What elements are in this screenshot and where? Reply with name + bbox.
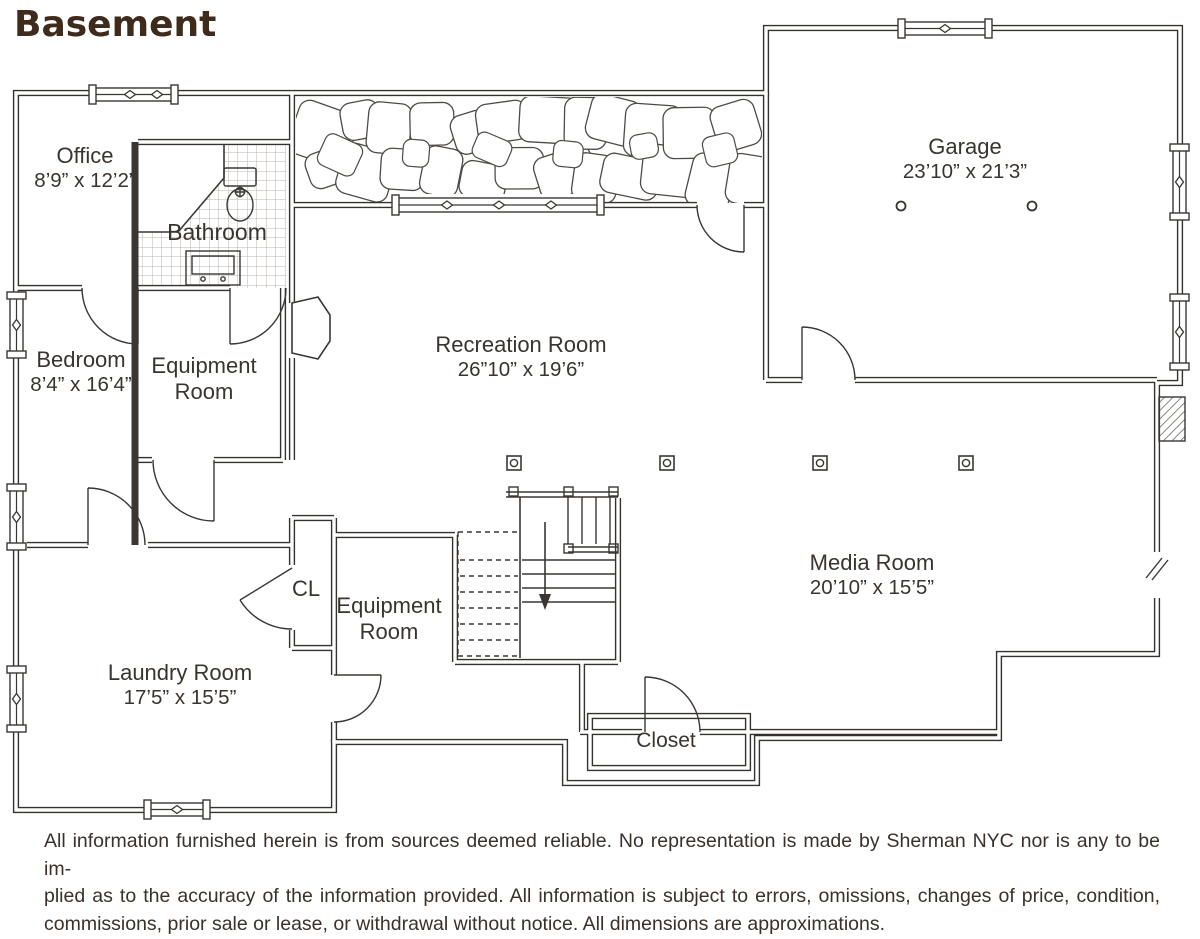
bedroom-window-2 <box>6 484 27 550</box>
garage-right-window-2 <box>1169 294 1190 370</box>
disclaimer-line: All information furnished herein is from sources deemed reliable. No representation is made by Sherman NYC nor is any to be im- <box>44 830 1160 880</box>
fireplace-foundation <box>292 297 330 359</box>
stair-overhead-outline <box>458 532 520 656</box>
room-dims: 26”10” x 19’6” <box>457 357 585 381</box>
room-name: Laundry Room <box>107 660 253 685</box>
room-name: Recreation Room <box>435 332 607 357</box>
garage-door <box>802 327 855 380</box>
garage-right-window-1 <box>1169 144 1190 220</box>
room-dims: 8’9” x 12’2” <box>34 168 136 192</box>
bathroom-tiles <box>138 142 286 288</box>
upper-flight-treads <box>568 497 610 544</box>
disclaimer-line: plied as to the accuracy of the information provided. All information is subject to errors, omissions, changes of price, condition, <box>44 885 1160 908</box>
bedroom-window-1 <box>6 292 27 358</box>
room-label-bedroom <box>30 347 131 397</box>
room-name: Garage <box>928 134 1002 159</box>
room-name: Closet <box>636 729 696 752</box>
equipment-room-door <box>153 460 214 521</box>
equipment-room-2-door <box>334 675 381 722</box>
laundry-bottom-window <box>144 799 210 820</box>
main-flight-treads <box>522 560 616 602</box>
room-dims: 8’4” x 16’4” <box>30 372 132 396</box>
room-name: Bathroom <box>167 219 267 245</box>
stair-rail-top <box>506 492 618 497</box>
room-name: Bedroom <box>36 347 126 372</box>
disclaimer <box>44 828 1160 939</box>
room-dims: 20’10” x 15’5” <box>809 575 935 599</box>
recreation-room-window <box>392 194 604 216</box>
room-label-equipment-room-1 <box>140 353 268 405</box>
garage-top-window <box>898 18 992 39</box>
garage-columns <box>897 202 1037 211</box>
room-name: Equipment Room <box>151 353 257 404</box>
room-label-media-room <box>810 550 935 600</box>
room-name: Media Room <box>809 550 935 575</box>
room-dims: 23’10” x 21’3” <box>902 159 1028 183</box>
room-name: CL <box>291 576 321 601</box>
cl-door <box>240 568 292 629</box>
room-label-garage <box>903 134 1027 184</box>
stair-rail-mid <box>568 547 618 552</box>
stair-down-arrow <box>539 522 551 610</box>
support-columns <box>507 456 973 470</box>
staircase <box>458 487 618 658</box>
laundry-left-window <box>6 666 27 732</box>
room-name: Office <box>56 143 114 168</box>
office-door <box>82 288 138 344</box>
stair-overhead-treads <box>460 560 518 640</box>
room-label-equipment-room-2 <box>325 593 453 645</box>
disclaimer-line: commissions, prior sale or lease, or withdrawal without notice. All dimensions are approximations. <box>44 913 886 936</box>
room-label-closet <box>636 729 696 754</box>
room-label-recreation-room <box>435 332 606 382</box>
chimney <box>1159 397 1185 441</box>
office-top-window <box>89 84 178 105</box>
room-name: Equipment Room <box>336 593 442 644</box>
room-label-laundry-room <box>108 660 252 710</box>
page-title: Basement <box>14 4 217 45</box>
room-dims: 17’5” x 15’5” <box>123 685 237 709</box>
wall-break-icon <box>1146 552 1168 598</box>
bathroom-door <box>230 288 286 344</box>
closet-door <box>645 677 700 732</box>
room-label-office <box>34 143 135 193</box>
room-label-cl <box>292 576 320 602</box>
patio-door <box>697 205 744 252</box>
room-label-bathroom <box>167 219 267 246</box>
